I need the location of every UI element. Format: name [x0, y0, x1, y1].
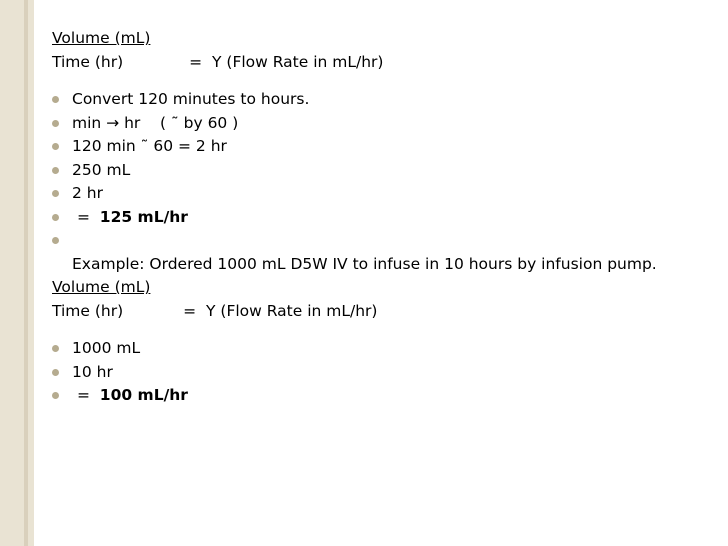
list-item-step-5: 2 hr [52, 182, 692, 206]
slide-content [52, 27, 692, 408]
list-item-step-3: 120 min ˜ 60 = 2 hr [52, 135, 692, 159]
formula-denominator-2: Time (hr) [52, 301, 124, 320]
list-item-step-4: 250 mL [52, 159, 692, 183]
answer-prefix-1: = [76, 207, 95, 226]
list-item-step-6: 1000 mL [52, 337, 692, 361]
list-item-step-2: min → hr ( ˜ by 60 ) [52, 112, 692, 136]
formula-result-2: = Y (Flow Rate in mL/hr) [183, 301, 378, 320]
formula-denominator-row-1 [52, 51, 692, 75]
answer-prefix-2: = [76, 386, 95, 404]
formula-numerator-2: Volume (mL) [52, 278, 151, 296]
example-2-description: Example: Ordered 1000 mL D5W IV to infuse in 10 hours by infusion pump. [72, 254, 657, 273]
answer-value-1: 125 mL/hr [99, 207, 188, 226]
decorative-left-band [0, 0, 34, 546]
answer-value-2: 100 mL/hr [99, 386, 188, 404]
list-item-step-1: Convert 120 minutes to hours. [52, 88, 692, 112]
list-item-example-2 [52, 229, 692, 276]
list-item-step-7: 10 hr [52, 361, 692, 385]
formula-denominator-row-2 [52, 300, 692, 324]
formula-result-1: = Y (Flow Rate in mL/hr) [189, 52, 384, 71]
decorative-band-stripe [24, 0, 28, 546]
formula-numerator-1: Volume (mL) [52, 29, 151, 47]
list-item-answer-1 [52, 206, 692, 230]
formula-denominator-1: Time (hr) [52, 52, 124, 71]
list-item-answer-2 [52, 384, 692, 408]
